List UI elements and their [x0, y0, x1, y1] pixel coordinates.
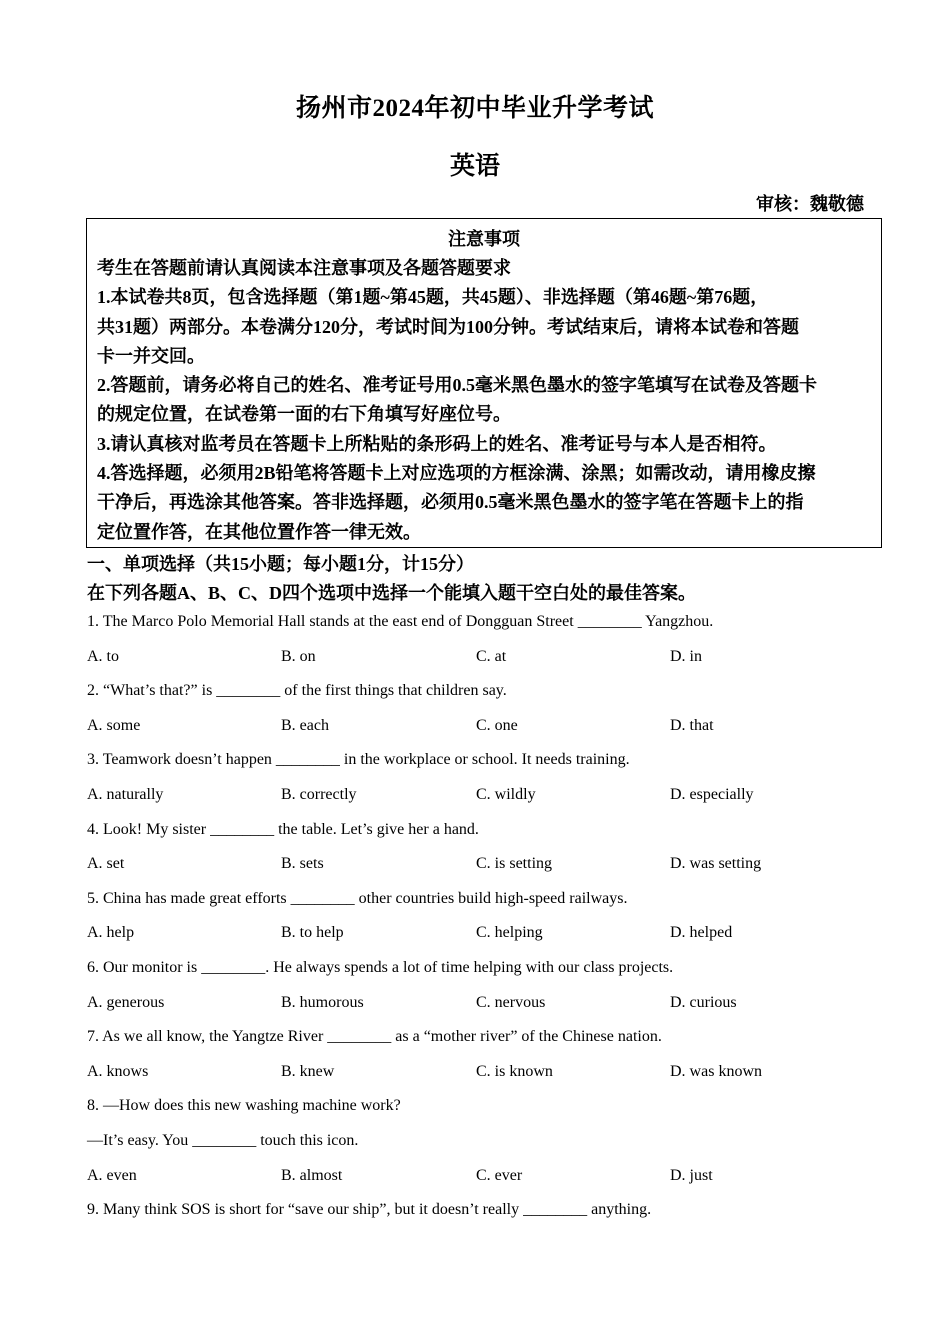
question-stem: 3. Teamwork doesn’t happen ________ in the workplace or school. It needs training. — [87, 751, 630, 769]
option-a: A. some — [87, 716, 141, 734]
option-a: A. set — [87, 855, 125, 873]
option-d: D. curious — [670, 993, 737, 1011]
question-stem: 1. The Marco Polo Memorial Hall stands at the east end of Dongguan Street ________ Yangzhou. — [87, 613, 714, 630]
section-header — [87, 550, 877, 608]
notice-line: 的规定位置，在试卷第一面的右下角填写好座位号。 — [97, 404, 511, 425]
question-stem: 8. —How does this new washing machine work? — [87, 1097, 401, 1115]
option-row — [87, 1055, 887, 1090]
reviewer-label: 审核：魏敬德 — [756, 194, 864, 214]
notice-line: 1.本试卷共8页，包含选择题（第1题~第45题，共45题）、非选择题（第46题~第76题， — [97, 287, 769, 308]
notice-line: 卡一并交回。 — [97, 345, 205, 366]
option-b: B. humorous — [281, 993, 364, 1011]
option-a: A. knows — [87, 1062, 149, 1080]
question-stem: 5. China has made great efforts ________ other countries build high-speed railways. — [87, 889, 628, 907]
option-d: D. helped — [670, 924, 733, 942]
question-item — [87, 813, 887, 882]
option-c: C. is known — [476, 1062, 553, 1080]
option-row — [87, 1159, 887, 1194]
question-item — [87, 605, 887, 674]
question-stem: 2. “What’s that?” is ________ of the first things that children say. — [87, 682, 507, 700]
option-b: B. each — [281, 716, 329, 734]
option-a: A. naturally — [87, 785, 164, 803]
question-stem: —It’s easy. You ________ touch this icon. — [87, 1131, 359, 1149]
option-d: D. that — [670, 716, 714, 734]
notice-line: 定位置作答，在其他位置作答一律无效。 — [97, 521, 421, 542]
option-d: D. just — [670, 1166, 713, 1184]
section-title: 一、单项选择（共15小题；每小题1分，计15分） — [87, 554, 474, 574]
notice-line: 4.答选择题，必须用2B铅笔将答题卡上对应选项的方框涂满、涂黑；如需改动，请用橡皮擦 — [97, 463, 816, 484]
question-item — [87, 951, 887, 1020]
option-row — [87, 847, 887, 882]
question-list — [87, 605, 887, 1228]
option-c: C. ever — [476, 1166, 523, 1184]
option-row — [87, 916, 887, 951]
option-a: A. generous — [87, 993, 165, 1011]
question-item — [87, 1020, 887, 1089]
notice-line: 2.答题前，请务必将自己的姓名、准考证号用0.5毫米黑色墨水的签字笔填写在试卷及答题卡 — [97, 375, 817, 396]
option-row — [87, 778, 887, 813]
notice-line: 3.请认真核对监考员在答题卡上所粘贴的条形码上的姓名、准考证号与本人是否相符。 — [97, 433, 777, 454]
option-b: B. on — [281, 647, 316, 665]
question-stem: 9. Many think SOS is short for “save our ship”, but it doesn’t really ________ anything. — [87, 1201, 652, 1219]
option-d: D. in — [670, 647, 702, 665]
question-item — [87, 743, 887, 812]
question-stem: 7. As we all know, the Yangtze River ________ as a “mother river” of the Chinese nation. — [87, 1028, 662, 1046]
notice-line: 干净后，再选涂其他答案。答非选择题，必须用0.5毫米黑色墨水的签字笔在答题卡上的指 — [97, 492, 804, 513]
section-instruction: 在下列各题A、B、C、D四个选项中选择一个能填入题干空白处的最佳答案。 — [87, 583, 696, 603]
exam-title: 扬州市2024年初中毕业升学考试 — [295, 95, 654, 122]
option-b: B. almost — [281, 1166, 343, 1184]
question-stem: 6. Our monitor is ________. He always spends a lot of time helping with our class projects. — [87, 958, 674, 976]
option-b: B. correctly — [281, 785, 357, 803]
option-d: D. was setting — [670, 855, 762, 873]
option-b: B. to help — [281, 924, 344, 942]
option-c: C. one — [476, 716, 518, 734]
option-d: D. especially — [670, 785, 754, 803]
option-a: A. even — [87, 1166, 137, 1184]
option-row — [87, 640, 887, 675]
option-a: A. help — [87, 924, 135, 942]
exam-subject: 英语 — [449, 153, 500, 180]
option-b: B. knew — [281, 1062, 335, 1080]
option-b: B. sets — [281, 855, 324, 873]
option-c: C. nervous — [476, 993, 546, 1011]
option-row — [87, 709, 887, 744]
option-d: D. was known — [670, 1062, 762, 1080]
notice-line: 共31题）两部分。本卷满分120分，考试时间为100分钟。考试结束后，请将本试卷和答题 — [97, 316, 799, 337]
question-item — [87, 882, 887, 951]
option-c: C. helping — [476, 924, 543, 942]
question-item — [87, 1193, 887, 1228]
option-c: C. wildly — [476, 785, 536, 803]
question-stem: 4. Look! My sister ________ the table. Let’s give her a hand. — [87, 820, 479, 838]
notice-line: 考生在答题前请认真阅读本注意事项及各题答题要求 — [97, 258, 511, 278]
option-c: C. is setting — [476, 855, 553, 873]
option-row — [87, 986, 887, 1021]
question-item — [87, 1089, 887, 1193]
option-a: A. to — [87, 647, 119, 665]
notice-box — [86, 218, 882, 548]
option-c: C. at — [476, 647, 507, 665]
notice-title: 注意事项 — [448, 229, 520, 249]
question-item — [87, 674, 887, 743]
